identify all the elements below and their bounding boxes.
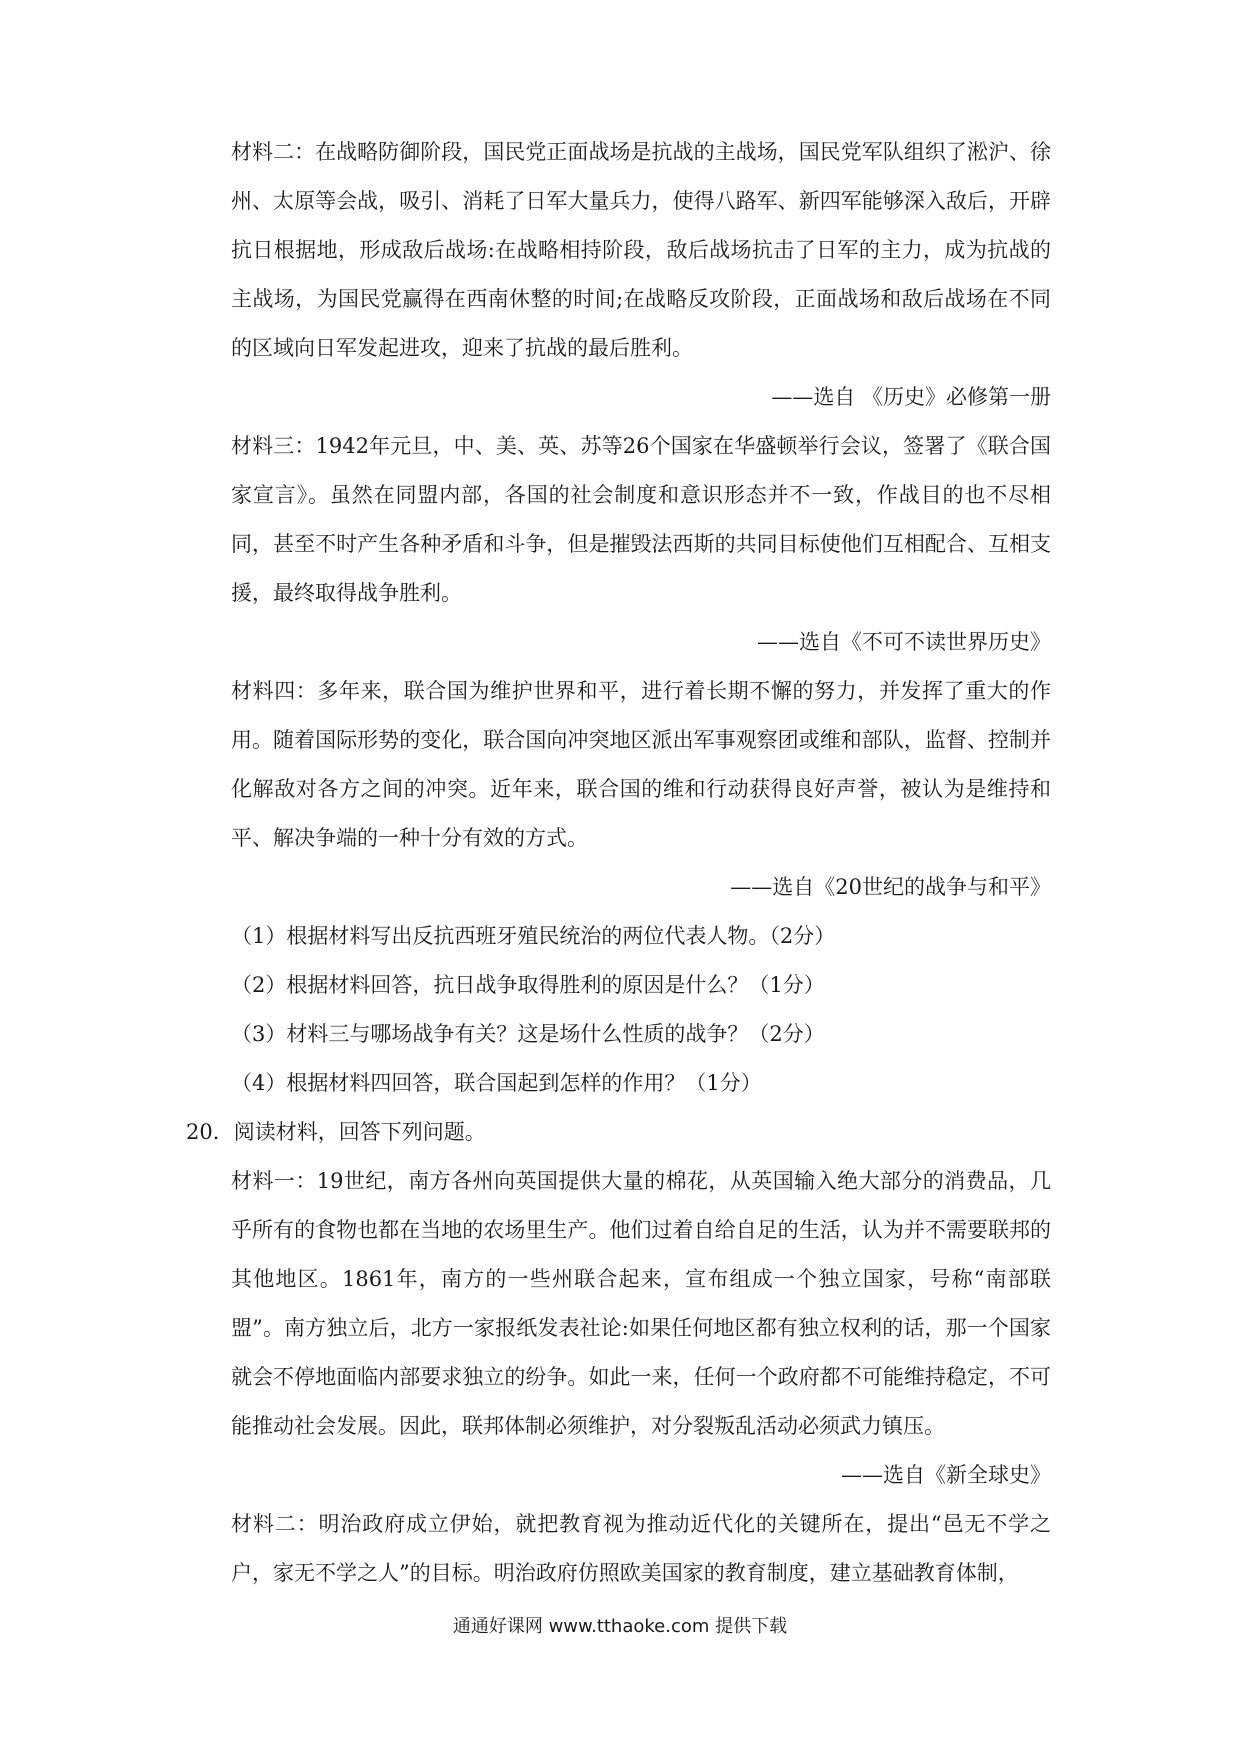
q20-material-1: 材料一：19世纪，南方各州向英国提供大量的棉花，从英国输入绝大部分的消费品，几乎所有的食物也都在当地的农场里生产。他们过着自给自足的生活，认为并不需要联邦的其他地区。1861年，南方的一些州联合起来，宣布组成一个独立国家，号称“南部联盟”。南方独立后，北方一家报纸发表社论:如果任何地区都有独立权利的话，那一个国家就会不停地面临内部要求独立的纷争。如此一来，任何一个政府都不可能维持稳定，不可能推动社会发展。因此，联邦体制必须维护，对分裂叛乱活动必须武力镇压。: [231, 1169, 1051, 1438]
q19-material-2: 材料二：在战略防御阶段，国民党正面战场是抗战的主战场，国民党军队组织了淞沪、徐州、太原等会战，吸引、消耗了日军大量兵力，使得八路军、新四军能够深入敌后，开辟抗日根据地，形成敌后战场:在战略相持阶段，敌后战场抗击了日军的主力，成为抗战的主战场，为国民党赢得在西南休整的时间;在战略反攻阶段，正面战场和敌后战场在不同的区域向日军发起进攻，迎来了抗战的最后胜利。: [231, 140, 1051, 360]
q20-heading: 20．阅读材料，回答下列问题。: [186, 1120, 486, 1144]
q19-question-2: （2）根据材料回答，抗日战争取得胜利的原因是什么？（1分）: [231, 973, 825, 997]
q19-material-3: 材料三：1942年元旦，中、美、英、苏等26个国家在华盛顿举行会议，签署了《联合国家宣言》。虽然在同盟内部，各国的社会制度和意识形态并不一致，作战目的也不尽相同，甚至不时产生各种矛盾和斗争，但是摧毁法西斯的共同目标使他们互相配合、互相支援，最终取得战争胜利。: [231, 434, 1051, 605]
q19-question-3: （3）材料三与哪场战争有关？这是场什么性质的战争？（2分）: [231, 1022, 825, 1046]
q19-question-4: （4）根据材料四回答，联合国起到怎样的作用？（1分）: [231, 1071, 762, 1095]
q19-source-2: ——选自 《历史》必修第一册: [771, 385, 1051, 409]
q20-material-2: 材料二：明治政府成立伊始，就把教育视为推动近代化的关键所在，提出“邑无不学之户，家无不学之人”的目标。明治政府仿照欧美国家的教育制度，建立基础教育体制，: [231, 1512, 1051, 1585]
q19-material-4: 材料四：多年来，联合国为维护世界和平，进行着长期不懈的努力，并发挥了重大的作用。随着国际形势的变化，联合国向冲突地区派出军事观察团或维和部队，监督、控制并化解敌对各方之间的冲突。近年来，联合国的维和行动获得良好声誉，被认为是维持和平、解决争端的一种十分有效的方式。: [231, 679, 1051, 850]
q19-source-4: ——选自《20世纪的战争与和平》: [730, 875, 1051, 899]
q19-question-1: （1）根据材料写出反抗西班牙殖民统治的两位代表人物。（2分）: [231, 924, 836, 948]
q20-source-1: ——选自《新全球史》: [841, 1463, 1051, 1487]
q19-source-3: ——选自《不可不读世界历史》: [757, 630, 1051, 654]
page-footer: 通通好课网 www.tthaoke.com 提供下载: [452, 1616, 788, 1637]
page-content: [186, 128, 1051, 1598]
